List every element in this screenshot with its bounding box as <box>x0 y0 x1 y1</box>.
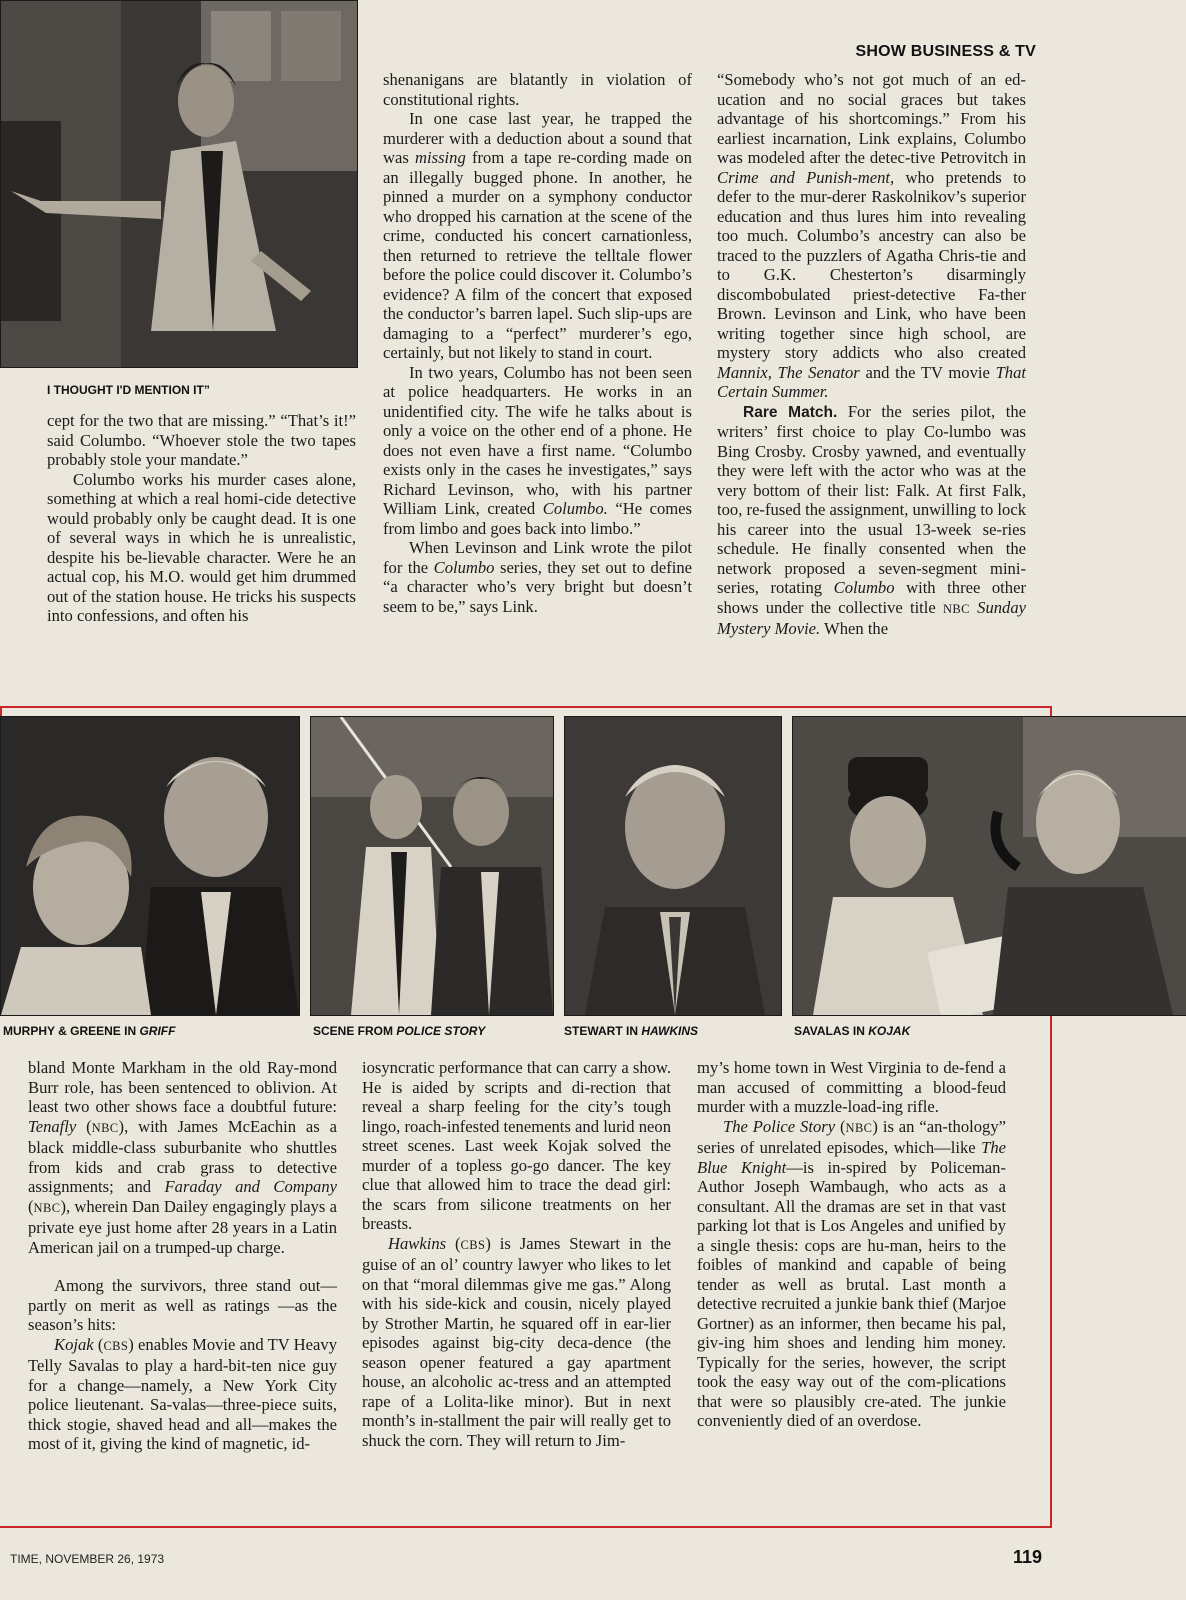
paragraph: cept for the two that are missing.” “That’s it!” said Columbo. “Whoever stole the two tapes probably stole your mandate.” <box>47 411 356 469</box>
paragraph: Among the survivors, three stand out—partly on merit as well as ratings —as the season’s hits: <box>28 1276 337 1334</box>
top-column-3 <box>717 70 1026 639</box>
bottom-column-1 <box>28 1058 337 1454</box>
paragraph: The Police Story (NBC) is an “an-thology” series of unrelated episodes, which—like The Blue Knight—is in-spired by Policeman-Author Joseph Wambaugh, who acts as a consultant. All the dramas are set in that vast parking lot that is Los Angeles and unified by a single thesis: cops are hu-man, heirs to the foibles of mankind and capable of being tender as well as brutal. Last month a detective recruited a junkie bank thief (Marjoe Gortner) as an informer, then became his pal, giv-ing him shoes and lending him money. Typically for the series, however, the script took the easy way out of the com-plications that were so plausibly cre-ated. The junkie conveniently died of an overdose. <box>697 1116 1006 1430</box>
section-label: SHOW BUSINESS & TV <box>855 43 1036 60</box>
hawkins-photo <box>564 716 782 1016</box>
issue-footer: TIME, NOVEMBER 26, 1973 <box>10 1552 165 1566</box>
paragraph: When Levinson and Link wrote the pilot for the Columbo series, they set out to define “a character who’s very bright but doesn’t seem to be,” says Link. <box>383 538 692 616</box>
top-column-2 <box>383 70 692 616</box>
paragraph: In two years, Columbo has not been seen at police headquarters. He works in an unidentified city. The wife he talks about is only a voice on the other end of a phone. He does not even have a first name. “Columbo exists only in the cases he investigates,” says Richard Levinson, who, with his partner William Link, created Columbo. “He comes from limbo and goes back into limbo.” <box>383 362 693 538</box>
kojak-photo <box>792 716 1186 1016</box>
paragraph: bland Monte Markham in the old Ray-mond Burr role, has been sentenced to oblivion. At least two other shows face a doubtful future: Tenafly (NBC), with James McEachin as a black middle-class suburbanite who shuttles from kids and crab grass to detective assignments; and Faraday and Company (NBC), wherein Dan Dailey engagingly plays a private eye just home after 28 years in a Latin American jail on a trumped-up charge. <box>28 1058 337 1257</box>
columbo-photo <box>0 0 358 368</box>
top-column-1 <box>47 411 356 626</box>
paragraph: “Somebody who’s not got much of an ed-ucation and no social graces but takes advantage of his shortcomings.” From his earliest incarnation, Link explains, Columbo was modeled after the detec-tive Petrovitch in Crime and Punish-ment, who pretends to defer to the mur-derer Raskolnikov’s superior education and thus lures him into revealing too much. Columbo’s ancestry can also be traced to the puzzlers of Agatha Chris-tie and to G.K. Chesterton’s disarmingly discombobulated priest-detective Fa-ther Brown. Levinson and Link, who have been writing together since high school, are mystery story addicts who also created Mannix, The Senator and the TV movie That Certain Summer. <box>717 70 1026 401</box>
kojak-caption: SAVALAS IN KOJAK <box>794 1024 911 1038</box>
hawkins-caption: STEWART IN HAWKINS <box>564 1024 699 1038</box>
subhead: Rare Match. <box>743 403 838 421</box>
paragraph: In one case last year, he trapped the murderer with a deduction about a sound that was missing from a tape re-cording made on an illegally bugged phone. In another, he pinned a murder on a symphony conductor who dropped his carnation at the scene of the crime, conducted his concert carnationless, then returned to retrieve the telltale flower before the police could discover it. Columbo’s evidence? A film of the concert that exposed the conductor’s barren lapel. Such slip-ups are damaging to a “perfect” murderer’s ego, certainly, but not likely to stand in court. <box>383 109 692 362</box>
paragraph: shenanigans are blatantly in violation of constitutional rights. <box>383 70 692 109</box>
police-story-photo <box>310 716 554 1016</box>
paragraph: my’s home town in West Virginia to de-fend a man accused of committing a blood-feud murder with a muzzle-load-ing rifle. <box>697 1058 1006 1116</box>
bottom-column-2 <box>362 1058 671 1450</box>
paragraph: Rare Match. For the series pilot, the writers’ first choice to play Co-lumbo was Bing Crosby. Crosby yawned, and eventually they were left with the actor who was at the very bottom of their list: Falk. At first Falk, too, re-fused the assignment, unwilling to lock his career into the usual 13-week se-ries schedule. He finally consented when the network proposed a seven-segment mini-series, rotating Columbo with three other shows under the collective title NBC Sunday Mystery Movie. When the <box>717 401 1026 638</box>
columbo-caption: I THOUGHT I'D MENTION IT” <box>47 383 210 397</box>
police-story-caption: SCENE FROM POLICE STORY <box>313 1024 486 1038</box>
griff-photo <box>0 716 300 1016</box>
paragraph: iosyncratic performance that can carry a show. He is aided by scripts and di-rection that reveal a sharp feeling for the city’s tough lingo, roach-infested tenements and lurid neon street scenes. Last week Kojak solved the murder of a topless go-go dancer. The key clue that allowed him to trace the dead girl: the scars from silicone treatments on her breasts. <box>362 1058 671 1233</box>
paragraph: Hawkins (CBS) is James Stewart in the guise of an ol’ country lawyer who likes to let on that “moral dilemmas give me gas.” Along with his side-kick and cousin, nicely played by Strother Martin, he squared off in ear-lier episodes against big-city deca-dence (the season opener featured a gay apartment house, an alcoholic ac-tress and an attempted rape of a Lolita-like minor). But in next month’s in-stallment the pair will really get to shuck the corn. They will return to Jim- <box>362 1233 671 1450</box>
bottom-column-3 <box>697 1058 1006 1431</box>
griff-caption: MURPHY & GREENE IN GRIFF <box>3 1024 176 1038</box>
page-number: 119 <box>1013 1547 1043 1567</box>
paragraph: Columbo works his murder cases alone, something at which a real homi-cide detective would probably only be caught dead. It is one of several ways in which he is unrealistic, despite his be-lievable character. Were he an actual cop, his M.O. would get him drummed out of the station house. He tricks his suspects into confessions, and often his <box>47 469 356 625</box>
paragraph: Kojak (CBS) enables Movie and TV Heavy Telly Savalas to play a hard-bit-ten nice guy for a change—namely, a New York City police lieutenant. Sa-valas—three-piece suits, thick stogie, shaved head and all—makes the most of it, giving the kind of magnetic, id- <box>28 1334 337 1453</box>
